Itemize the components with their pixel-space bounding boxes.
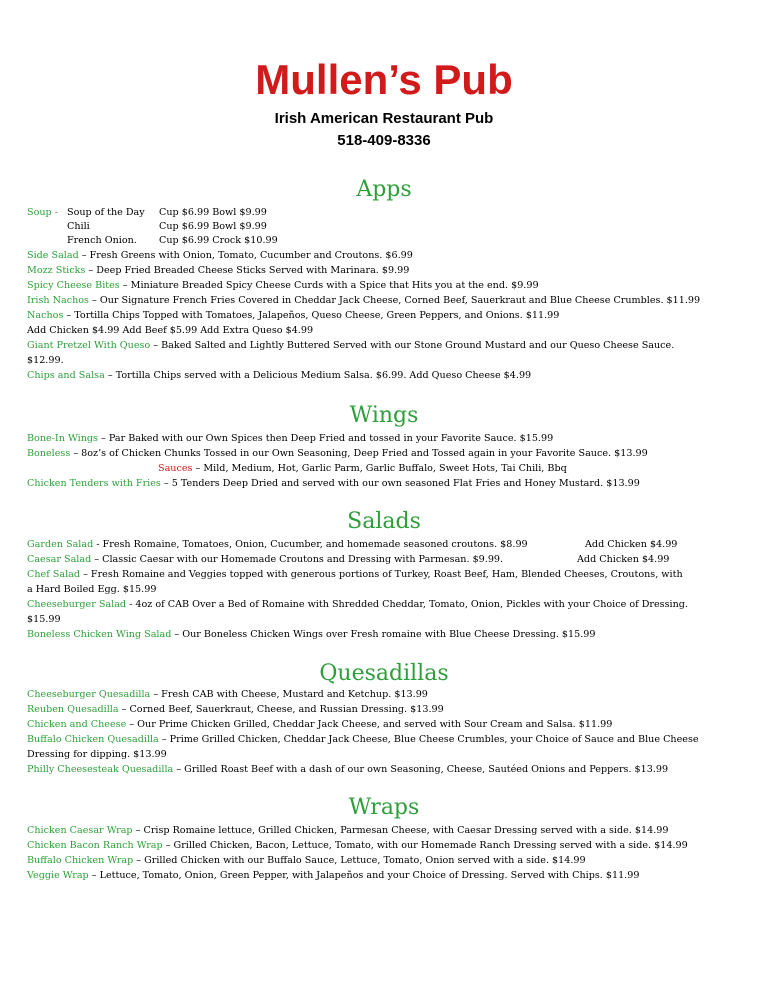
menu-item [27,763,742,777]
item-name: Bone-In Wings [27,433,98,444]
item-desc: – Fresh Greens with Onion, Tomato, Cucumber and Croutons. $6.99 [78,250,413,261]
menu-item [27,688,742,702]
item-desc: – Deep Fried Breaded Cheese Sticks Served with Marinara. $9.99 [85,265,410,276]
menu-item [27,309,742,323]
section-heading-apps: Apps [356,177,412,202]
menu-item [27,568,742,582]
item-name: Chicken and Cheese [27,719,127,730]
item-name: Philly Cheesesteak Quesadilla [27,764,174,775]
menu-item [27,628,742,642]
item-desc: Dressing for dipping. $13.99 [27,749,167,760]
sauces-label: Sauces [158,463,193,474]
menu-item [27,432,742,446]
menu-item [27,324,742,338]
item-name: Buffalo Chicken Quesadilla [27,734,159,745]
item-desc: – Fresh Romaine and Veggies topped with generous portions of Turkey, Roast Beef, Ham, Blended Cheeses, Croutons, with [80,569,683,580]
item-name: Giant Pretzel With Queso [27,340,151,351]
soup-row [27,206,742,220]
item-name: Boneless [27,448,71,459]
menu-item [27,294,742,308]
item-desc: – Our Prime Chicken Grilled, Cheddar Jack Cheese, and served with Sour Cream and Salsa. $11.99 [126,719,613,730]
menu-item [27,538,742,552]
item-name: Side Salad [27,250,79,261]
restaurant-phone: 518-409-8336 [337,132,431,149]
item-name: Chicken Tenders with Fries [27,478,161,489]
item-name: Cheeseburger Salad [27,599,127,610]
menu-item [27,249,742,263]
item-name: Chips and Salsa [27,370,105,381]
menu-item [27,748,742,762]
add-chicken-price: Add Chicken $4.99 [585,539,678,550]
item-desc: – Prime Grilled Chicken, Cheddar Jack Cheese, Blue Cheese Crumbles, your Choice of Sauce and Blue Cheese [158,734,699,745]
menu-item [27,279,742,293]
item-name: Chef Salad [27,569,81,580]
item-name: Spicy Cheese Bites [27,280,120,291]
menu-item [27,447,742,461]
item-desc: – Lettuce, Tomato, Onion, Green Pepper, with Jalapeños and your Choice of Dressing. Served with Chips. $11.99 [88,870,640,881]
item-desc: – Grilled Roast Beef with a dash of our own Seasoning, Cheese, Sautéed Onions and Peppers. $13.99 [173,764,669,775]
soup-name: French Onion. [67,235,137,246]
item-desc: – Fresh CAB with Cheese, Mustard and Ketchup. $13.99 [150,689,428,700]
menu-item [27,613,742,627]
item-name: Reuben Quesadilla [27,704,119,715]
item-desc: - Fresh Romaine, Tomatoes, Onion, Cucumber, and homemade seasoned croutons. $8.99 [93,539,528,550]
menu-item [27,824,742,838]
menu-item [27,854,742,868]
menu-item [27,354,742,368]
item-name: Nachos [27,310,64,321]
item-desc: – 5 Tenders Deep Dried and served with our own seasoned Flat Fries and Honey Mustard. $13.99 [160,478,640,489]
item-desc: $12.99. [27,355,64,366]
item-desc: Add Chicken $4.99 Add Beef $5.99 Add Extra Queso $4.99 [27,325,314,336]
item-desc: – Baked Salted and Lightly Buttered Served with our Stone Ground Mustard and our Queso Cheese Sauce. [150,340,675,351]
item-name: Buffalo Chicken Wrap [27,855,134,866]
menu-item [27,553,742,567]
soup-price: Cup $6.99 Crock $10.99 [159,235,278,246]
item-name: Boneless Chicken Wing Salad [27,629,172,640]
add-chicken-price: Add Chicken $4.99 [577,554,670,565]
restaurant-name: Mullen’s Pub [255,56,513,103]
item-desc: – Our Boneless Chicken Wings over Fresh romaine with Blue Cheese Dressing. $15.99 [171,629,596,640]
menu-item [27,733,742,747]
soup-name: Soup of the Day [67,207,145,218]
item-name: Chicken Caesar Wrap [27,825,133,836]
section-heading-wings: Wings [349,403,419,428]
item-desc: – Corned Beef, Sauerkraut, Cheese, and Russian Dressing. $13.99 [118,704,444,715]
soup-label: Soup - [27,207,58,218]
item-name: Garden Salad [27,539,94,550]
menu-item [27,339,742,353]
item-name: Mozz Sticks [27,265,86,276]
item-desc: – Classic Caesar with our Homemade Croutons and Dressing with Parmesan. $9.99. [91,554,504,565]
restaurant-tagline: Irish American Restaurant Pub [274,110,494,127]
item-name: Irish Nachos [27,295,89,306]
item-desc: – Tortilla Chips Topped with Tomatoes, Jalapeños, Queso Cheese, Green Peppers, and Onions. $11.99 [63,310,560,321]
item-name: Caesar Salad [27,554,92,565]
item-desc: – Tortilla Chips served with a Delicious Medium Salsa. $6.99. Add Queso Cheese $4.99 [104,370,532,381]
item-name: Cheeseburger Quesadilla [27,689,151,700]
item-desc: - 4oz of CAB Over a Bed of Romaine with Shredded Cheddar, Tomato, Onion, Pickles with your Choice of Dressing. [126,599,688,610]
item-desc: – Par Baked with our Own Spices then Deep Fried and tossed in your Favorite Sauce. $15.99 [97,433,554,444]
menu-item [27,369,742,383]
soup-price: Cup $6.99 Bowl $9.99 [159,207,267,218]
menu-item [27,869,742,883]
item-desc: – Crisp Romaine lettuce, Grilled Chicken, Parmesan Cheese, with Caesar Dressing served with a side. $14.99 [132,825,669,836]
section-heading-salads: Salads [347,509,421,534]
menu-item [27,839,742,853]
item-desc: – 8oz’s of Chicken Chunks Tossed in our Own Seasoning, Deep Fried and Tossed again in your Favorite Sauce. $13.99 [70,448,648,459]
soup-name: Chili [67,221,90,232]
item-desc: – Grilled Chicken with our Buffalo Sauce, Lettuce, Tomato, Onion served with a side. $14.99 [133,855,586,866]
menu-item [27,264,742,278]
soup-price: Cup $6.99 Bowl $9.99 [159,221,267,232]
menu-item [27,703,742,717]
menu-item [27,583,742,597]
item-name: Veggie Wrap [27,870,89,881]
item-desc: a Hard Boiled Egg. $15.99 [27,584,157,595]
sauces-list: – Mild, Medium, Hot, Garlic Parm, Garlic Buffalo, Sweet Hots, Tai Chili, Bbq [192,463,567,474]
sauces-line [158,462,738,476]
item-desc: $15.99 [27,614,61,625]
item-desc: – Miniature Breaded Spicy Cheese Curds with a Spice that Hits you at the end. $9.99 [119,280,539,291]
section-heading-quesadillas: Quesadillas [319,661,449,686]
section-heading-wraps: Wraps [348,795,420,820]
menu-item [27,718,742,732]
item-desc: – Grilled Chicken, Bacon, Lettuce, Tomato, with our Homemade Ranch Dressing served with a side. $14.99 [162,840,688,851]
item-name: Chicken Bacon Ranch Wrap [27,840,163,851]
menu-item [27,598,742,612]
menu-item [27,477,742,491]
item-desc: – Our Signature French Fries Covered in Cheddar Jack Cheese, Corned Beef, Sauerkraut and Blue Cheese Crumbles. $11.99 [88,295,701,306]
